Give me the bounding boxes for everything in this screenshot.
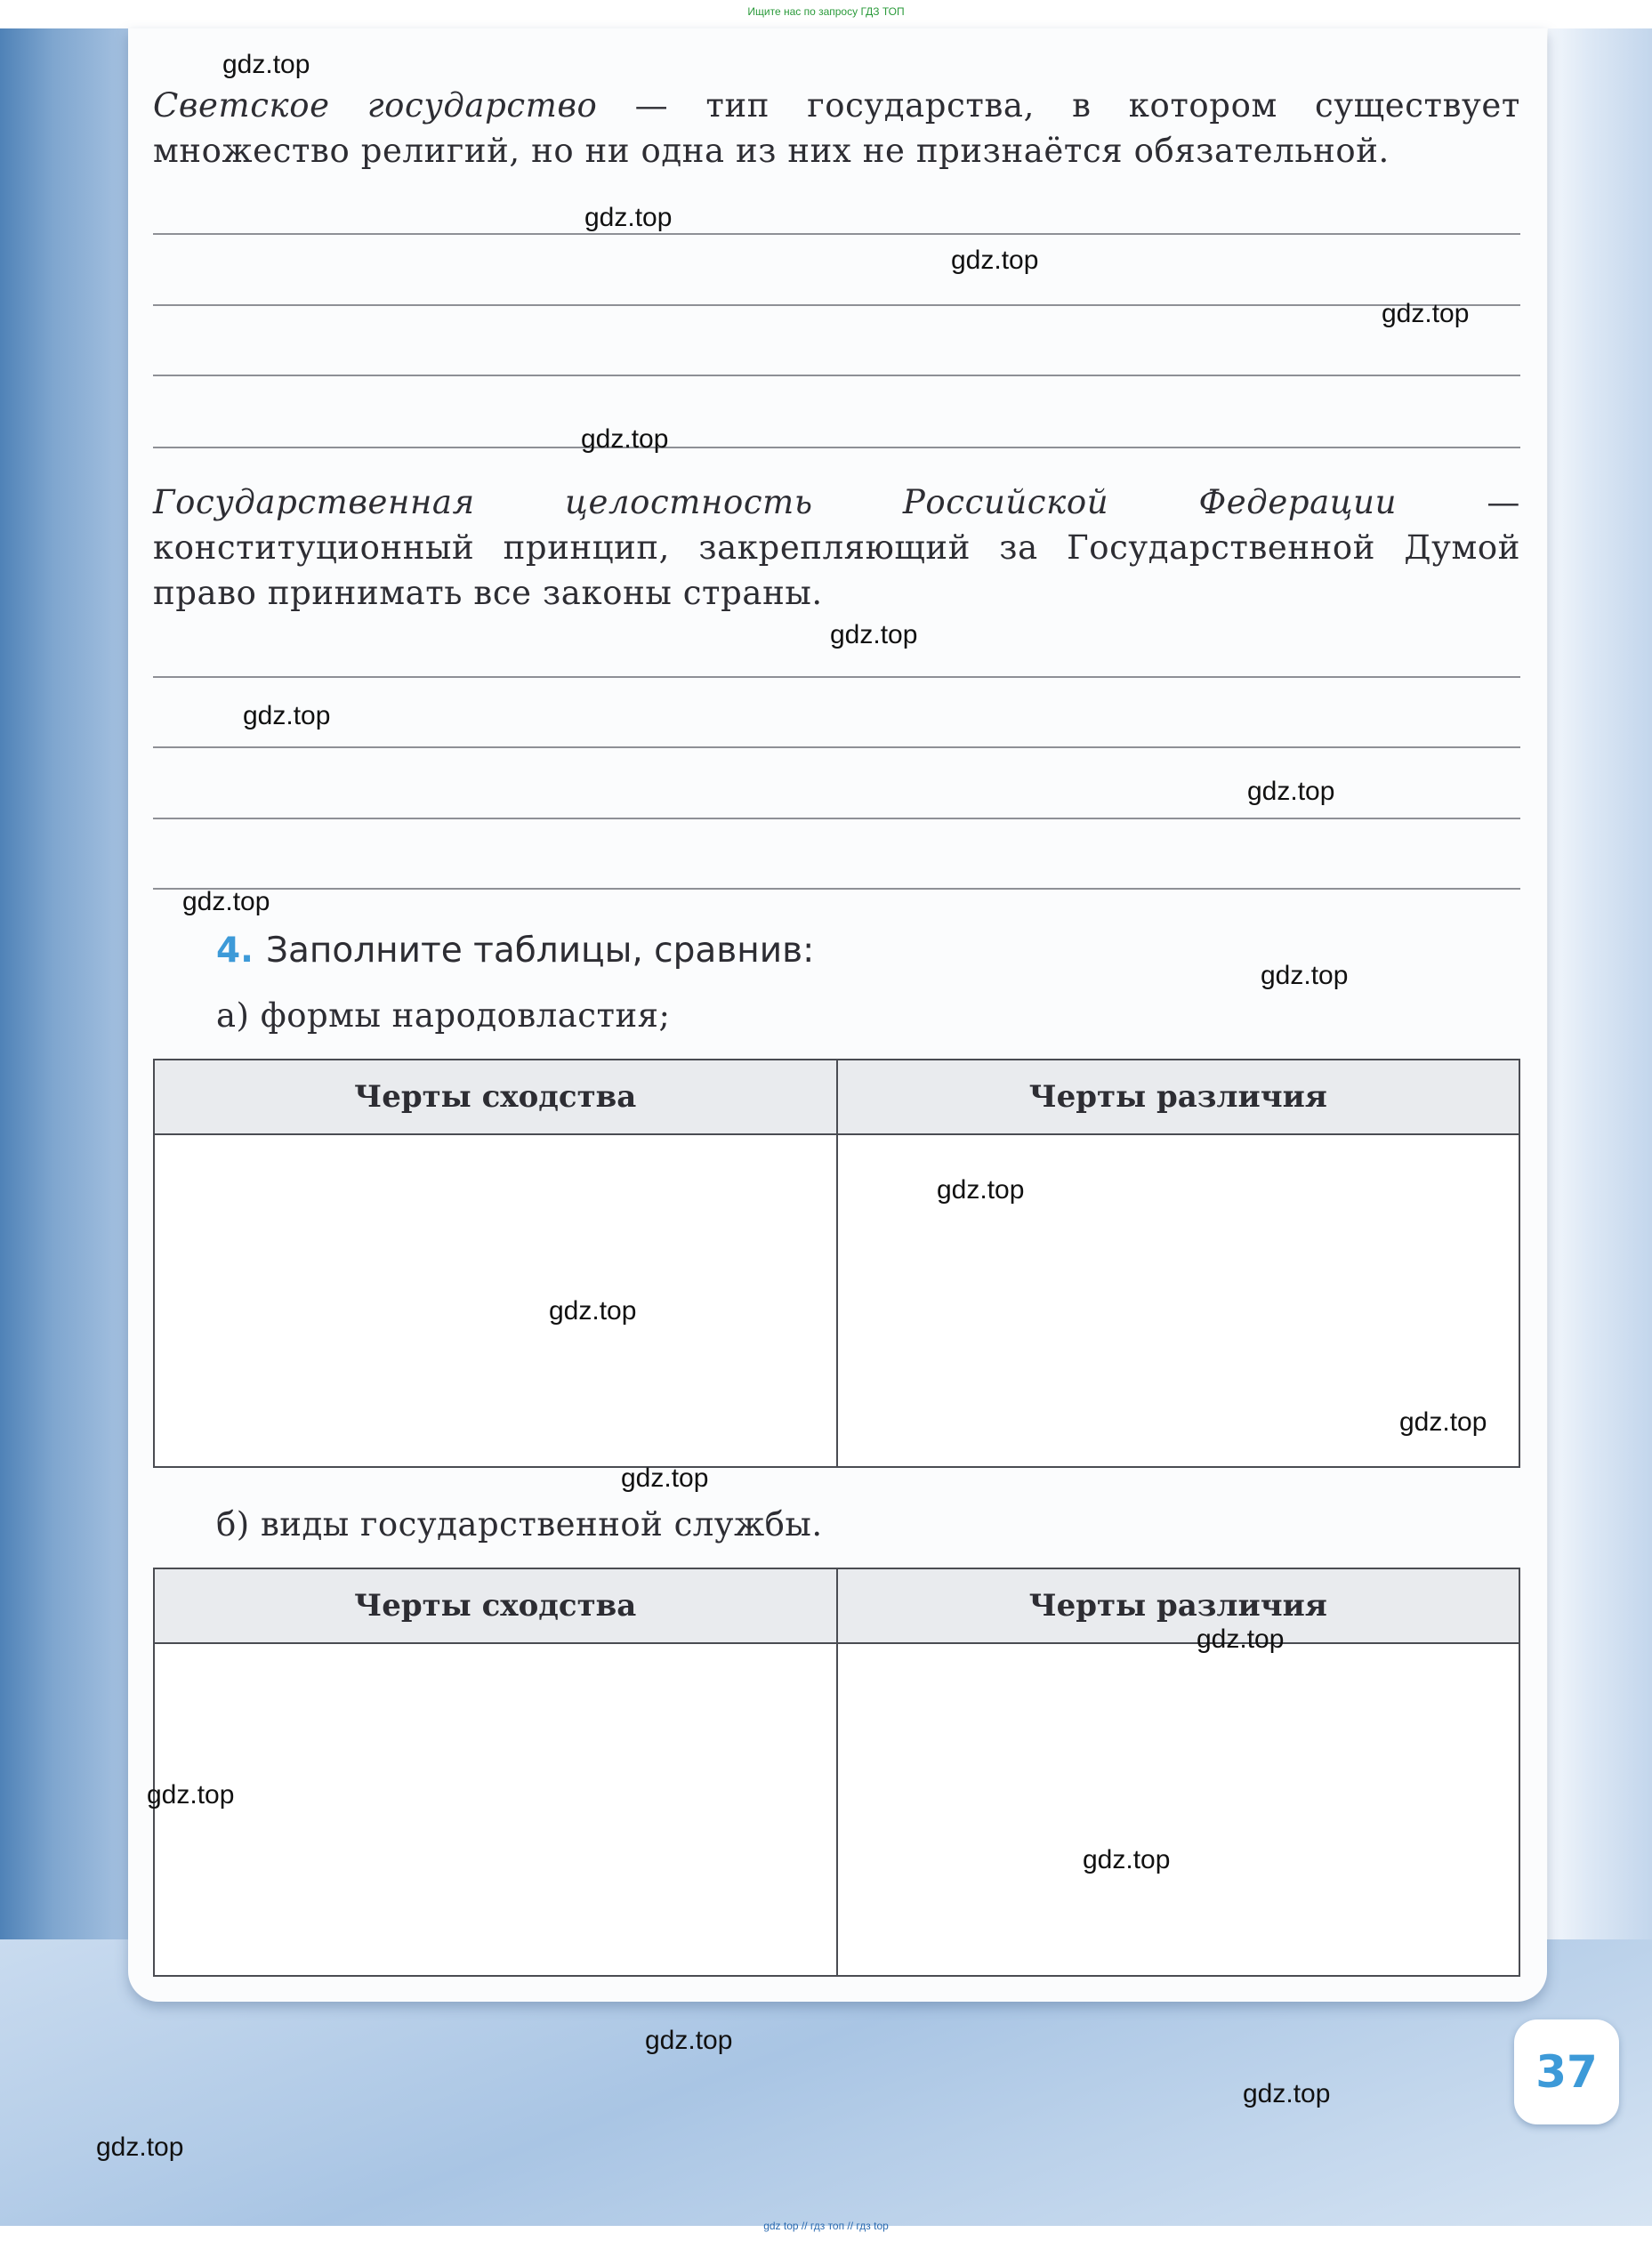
watermark: gdz.top [584,203,673,232]
answer-line[interactable] [153,447,1520,448]
answer-line[interactable] [153,888,1520,890]
watermark: gdz.top [182,887,270,916]
answer-line[interactable] [153,304,1520,306]
comparison-table-civil-service [153,1568,1520,1977]
differences-cell[interactable] [837,1643,1520,1976]
watermark: gdz.top [621,1463,709,1493]
statement-text: — тип государства, в котором существует множество религий, но ни одна из них не признаётся обязательной. [153,86,1520,170]
watermark: gdz.top [1382,299,1470,328]
top-ad-text[interactable]: Ищите нас по запросу ГДЗ ТОП [747,5,905,18]
watermark: gdz.top [96,2132,184,2162]
watermark: gdz.top [147,1780,235,1810]
task-text: Заполните таблицы, сравнив: [265,931,815,971]
header-similarities: Черты сходства [154,1568,837,1643]
task-heading [216,931,814,971]
header-differences: Черты различия [837,1568,1520,1643]
watermark: gdz.top [645,2026,733,2055]
watermark: gdz.top [1197,1624,1285,1654]
watermark: gdz.top [1083,1845,1171,1874]
answer-line[interactable] [153,233,1520,235]
watermark: gdz.top [581,424,669,454]
page-number: 37 [1514,2019,1619,2124]
task-part-a: а) формы народовластия; [216,996,671,1035]
similarities-cell[interactable] [154,1643,837,1976]
watermark: gdz.top [1243,2079,1331,2108]
comparison-table-democracy [153,1059,1520,1468]
statement-secular-state [153,83,1520,173]
watermark: gdz.top [1247,777,1335,806]
watermark: gdz.top [222,50,310,79]
answer-line[interactable] [153,818,1520,819]
watermark: gdz.top [937,1175,1025,1205]
statement-text: — конституционный принцип, закрепляющий за Государственной Думой право принимать все законы страны. [153,483,1520,612]
header-differences: Черты различия [837,1060,1520,1134]
statement-term: Государственная целостность Российской Федерации [153,483,1398,521]
statement-term: Светское государство [153,86,598,125]
header-similarities: Черты сходства [154,1060,837,1134]
watermark: gdz.top [830,620,918,649]
watermark: gdz.top [549,1296,637,1326]
watermark: gdz.top [1399,1407,1487,1437]
bottom-ad-text[interactable]: gdz top // гдз топ // гдз top [763,2220,889,2232]
task-part-b: б) виды государственной службы. [216,1505,823,1544]
watermark: gdz.top [243,701,331,730]
similarities-cell[interactable] [154,1134,837,1467]
watermark: gdz.top [1261,961,1349,990]
answer-line[interactable] [153,746,1520,748]
left-blue-margin [0,28,133,2226]
right-blue-margin [1548,28,1652,2226]
answer-line[interactable] [153,375,1520,376]
watermark: gdz.top [951,246,1039,275]
task-number: 4. [216,931,254,971]
answer-line[interactable] [153,676,1520,678]
statement-territorial-integrity [153,480,1520,616]
